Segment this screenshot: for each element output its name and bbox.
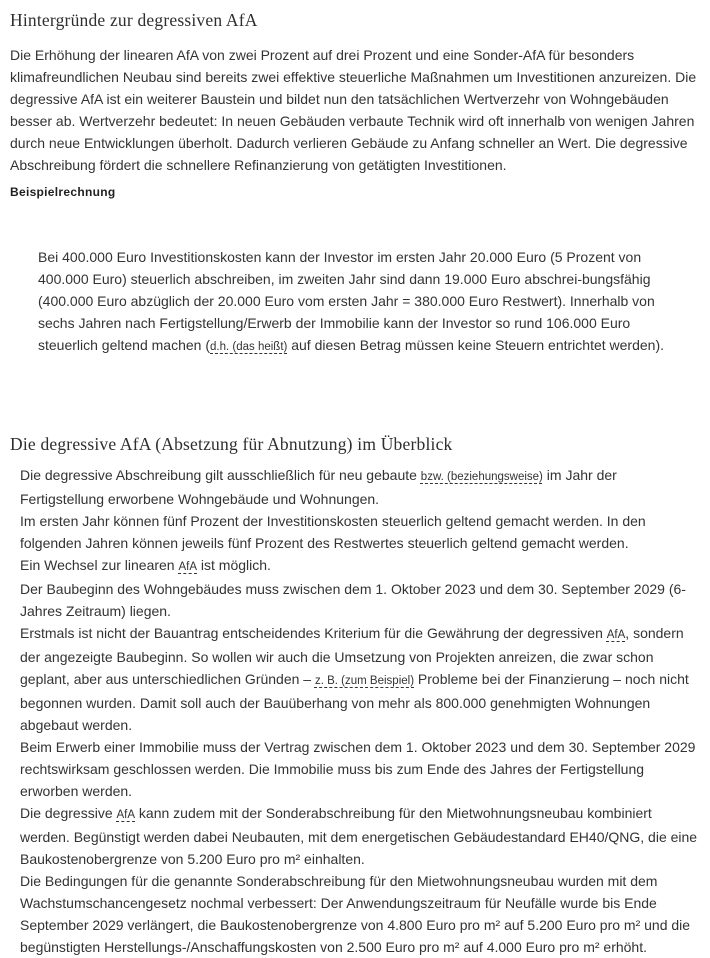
overview-item — [20, 510, 700, 554]
text-segment: Im ersten Jahr können fünf Prozent der Investitionskosten steuerlich geltend gemacht werden. In den folgenden Jahren können jeweils fünf Prozent des Restwertes steuerlich geltend gemacht werden. — [20, 513, 646, 551]
abbr-term: z. B. (zum Beispiel) — [314, 675, 415, 687]
overview-item — [20, 870, 700, 958]
abbr-term: bzw. (beziehungsweise) — [420, 471, 543, 483]
example-label: Beispielrechnung — [10, 185, 116, 199]
example-quote — [38, 246, 682, 358]
overview-item — [20, 802, 700, 870]
intro-paragraph: Die Erhöhung der linearen AfA von zwei Prozent auf drei Prozent und eine Sonder-AfA für besonders klimafreundlichen Neubau sind bereits zwei effektive steuerliche Maßnahmen um Investitionen anzureizen. Die degressive AfA ist ein weiterer Baustein und bildet nun den tatsächlichen Wertverzehr von Wohngebäuden besser ab. Wertverzehr bedeutet: In neuen Gebäuden verbaute Technik wird oft innerhalb von wenigen Jahren durch neue Entwicklungen überholt. Dadurch verlieren Gebäude zu Anfang schneller an Wert. Die degressive Abschreibung fördert die schnellere Refinanzierung von getätigten Investitionen. — [10, 47, 697, 173]
text-segment: kann zudem mit der Sonderabschreibung für den Mietwohnungsneubau kombiniert werden. Begünstigt werden dabei Neubauten, mit dem energetischen Gebäudestandard EH40/QNG, die eine Baukostenobergrenze von 5.200 Euro pro m² einhalten. — [20, 805, 698, 867]
text-segment: auf diesen Betrag müssen keine Steuern entrichtet werden). — [287, 337, 665, 353]
text-segment: Der Baubeginn des Wohngebäudes muss zwischen dem 1. Oktober 2023 und dem 30. September 2029 (6-Jahres Zeitraum) liegen. — [20, 581, 686, 619]
abbr-term: AfA — [116, 809, 136, 821]
overview-list — [20, 464, 700, 958]
section-title: Die degressive AfA (Absetzung für Abnutzung) im Überblick — [10, 434, 453, 454]
page-title: Hintergründe zur degressiven AfA — [10, 10, 258, 30]
text-segment: ist möglich. — [197, 557, 271, 573]
text-segment: Die Bedingungen für die genannte Sonderabschreibung für den Mietwohnungsneubau wurden mit dem Wachstumschancengesetz nochmal verbessert: Der Anwendungszeitraum für Neufälle wurde bis Ende September 2029 verlängert, die Baukostenobergrenze von 4.800 Euro pro m² auf 5.200 Euro pro m² und die begünstigten Herstellungs-/Anschaffungskosten von 2.500 Euro pro m² auf 4.000 Euro pro m² erhöht. — [20, 873, 691, 955]
text-segment: Ein Wechsel zur linearen — [20, 557, 179, 573]
text-segment: Bei 400.000 Euro Investitionskosten kann der Investor im ersten Jahr 20.000 Euro (5 Prozent von 400.000 Euro) steuerlich abschreiben, im zweiten Jahr sind dann 19.000 Euro abschrei-bungsfähig (400.000 Euro abzüglich der 20.000 Euro vom ersten Jahr = 380.000 Euro Restwert). Innerhalb von sechs Jahren nach Fertigstellung/Erwerb der Immobilie kann der Investor so rund 106.000 Euro steuerlich geltend machen ( — [38, 249, 655, 353]
overview-item — [20, 578, 700, 622]
abbr-term: d.h. (das heißt) — [210, 341, 288, 353]
overview-item — [20, 464, 700, 510]
text-segment: Die degressive Abschreibung gilt ausschließlich für neu gebaute — [20, 467, 421, 483]
text-segment: Beim Erwerb einer Immobilie muss der Vertrag zwischen dem 1. Oktober 2023 und dem 30. September 2029 rechtswirksam geschlossen werden. Die Immobilie muss bis zum Ende des Jahres der Fertigstellung erworben werden. — [20, 739, 696, 799]
text-segment: , sondern der angezeigte Baubeginn. So wollen wir auch die Umsetzung von Projekten anreizen, die zwar schon geplant, aber aus unterschiedlichen Gründen – — [20, 625, 684, 687]
text-segment: Erstmals ist nicht der Bauantrag entscheidendes Kriterium für die Gewährung der degressiven — [20, 625, 607, 641]
overview-item — [20, 554, 700, 578]
overview-item — [20, 622, 700, 736]
text-segment: Probleme bei der Finanzierung – noch nicht begonnen wurden. Damit soll auch der Bauüberhang von mehr als 800.000 genehmigten Wohnungen abgebaut werden. — [20, 671, 689, 733]
abbr-term: AfA — [178, 561, 198, 573]
overview-item — [20, 736, 700, 802]
text-segment: Die degressive — [20, 805, 117, 821]
abbr-term: AfA — [606, 629, 626, 641]
text-segment: im Jahr der Fertigstellung erworbene Wohngebäude und Wohnungen. — [20, 467, 617, 507]
